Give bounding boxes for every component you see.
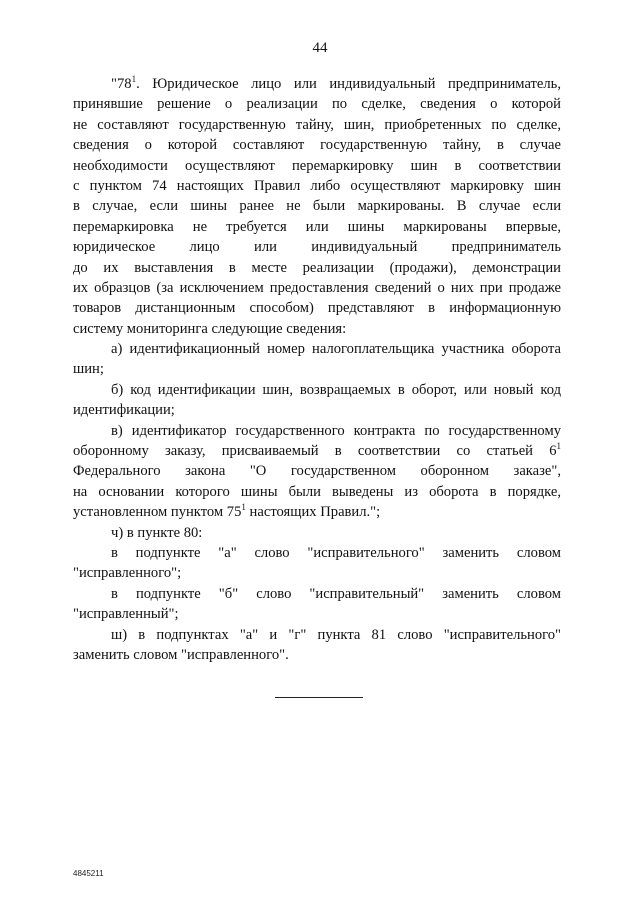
text-line: в подпункте "а" слово "исправительного" заменить словом [111,544,561,561]
text-line: ш) в подпунктах "а" и "г" пункта 81 слово "исправительного" [111,626,561,643]
item-ch [73,523,561,543]
page-number: 44 [312,40,328,56]
document-body [73,74,561,665]
item-sh [73,625,561,666]
item-a [73,339,561,380]
text-line: их образцов (за исключением предоставления сведений о них при продаже [73,279,561,296]
superscript: 1 [241,502,246,513]
separator-line [275,697,363,698]
text-line: не составляют государственную тайну, шин, приобретенных по сделке, [73,116,561,133]
text-line: сведения о которой составляют государственную тайну, в случае [73,137,561,154]
text-line: в) идентификатор государственного контракта по государственному [111,422,561,439]
text-line: установленном пунктом $75^1$ настоящих Правил."; [73,502,381,521]
document-code: 4845211 [73,869,104,878]
superscript: 1 [556,441,561,452]
text-line: в случае, если шины ранее не были маркированы. В случае если [73,198,561,215]
sub-item-b [73,584,561,625]
sub-item-a [73,543,561,584]
text-line: в подпункте "б" слово "исправительный" заменить словом [111,585,561,602]
text-line: б) код идентификации шин, возвращаемых в оборот, или новый код [111,381,561,398]
text-line: перемаркировка не требуется или шины маркированы впервые, [73,218,561,235]
text-line: а) идентификационный номер налогоплательщика участника оборота [111,341,561,358]
text-line: на основании которого шины были выведены из оборота в порядке, [73,483,561,500]
item-v [73,421,561,523]
text-line: необходимости осуществляют перемаркировку шин в соответствии [73,157,561,174]
text-line: "$78^1$. Юридическое лицо или индивидуальный предприниматель, [111,74,561,92]
text-line: заменить словом "исправленного". [73,646,289,663]
text-line: юридическое лицо или индивидуальный предприниматель [73,239,561,256]
text-line: Федерального закона "О государственном оборонном заказе", [73,463,561,480]
item-b [73,380,561,421]
text-line: с пунктом 74 настоящих Правил либо осуществляют маркировку шин [73,177,561,194]
text-line: до их выставления в месте реализации (продажи), демонстрации [73,259,561,276]
text-line: принявшие решение о реализации по сделке, сведения о которой [73,96,561,113]
text-line: систему мониторинга следующие сведения: [73,320,347,337]
text-line: "исправленного"; [73,565,182,582]
text-line: идентификации; [73,402,175,419]
superscript: 1 [131,74,137,84]
paragraph-78-1 [73,74,561,339]
text-line: шин; [73,361,104,378]
text-line: товаров дистанционным способом) представляют в информационную [73,300,561,317]
text-line: ч) в пункте 80: [111,524,203,541]
text-line: "исправленный"; [73,606,179,623]
text-line: оборонному заказу, присваиваемый в соответствии со статьей $6^1$ [73,441,561,460]
